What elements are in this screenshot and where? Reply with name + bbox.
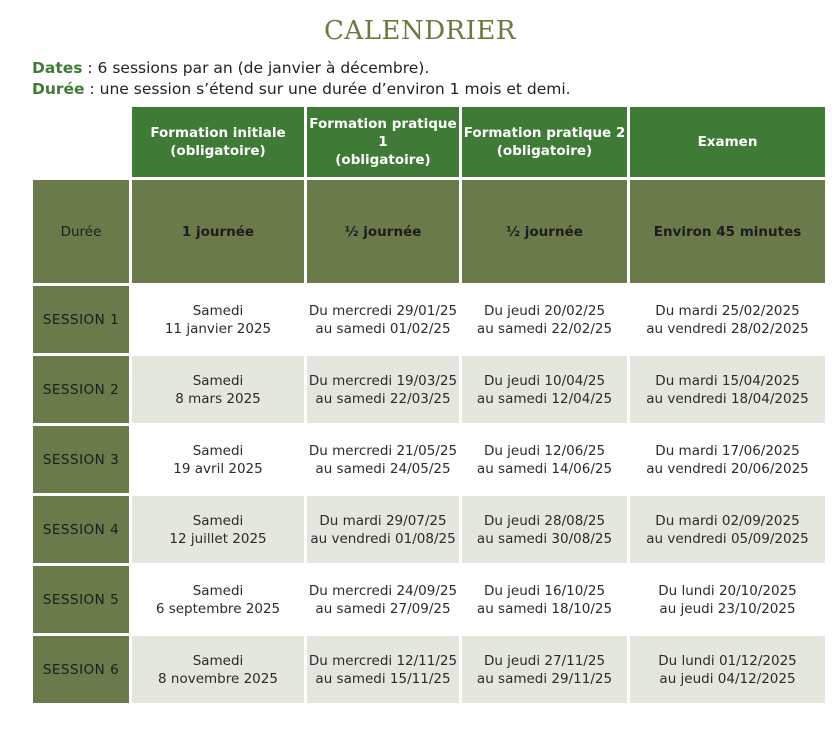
session-cell bbox=[307, 566, 459, 633]
duration-value: 1 journée bbox=[132, 180, 304, 283]
session-cell bbox=[132, 286, 304, 353]
cell-line: au samedi 15/11/25 bbox=[315, 670, 451, 687]
page-title: CALENDRIER bbox=[324, 16, 516, 46]
session-label: SESSION 2 bbox=[33, 356, 129, 423]
cell-line: Samedi bbox=[192, 442, 244, 459]
header-formation-pratique-2 bbox=[462, 107, 627, 177]
dates-text: : 6 sessions par an (de janvier à décembre). bbox=[82, 59, 430, 77]
cell-line: Samedi bbox=[192, 512, 244, 529]
session-cell bbox=[132, 356, 304, 423]
header-line: (obligatoire) bbox=[496, 143, 593, 159]
cell-line: Du mercredi 29/01/25 bbox=[308, 302, 458, 319]
session-cell bbox=[462, 356, 627, 423]
session-cell bbox=[307, 426, 459, 493]
cell-line: 12 juillet 2025 bbox=[169, 530, 267, 547]
cell-line: Du mardi 17/06/2025 bbox=[655, 442, 800, 459]
cell-line: Du jeudi 27/11/25 bbox=[483, 652, 606, 669]
cell-line: au samedi 12/04/25 bbox=[476, 390, 613, 407]
duration-value: Environ 45 minutes bbox=[630, 180, 825, 283]
cell-line: Samedi bbox=[192, 582, 244, 599]
cell-line: Du jeudi 12/06/25 bbox=[483, 442, 606, 459]
session-cell bbox=[307, 496, 459, 563]
cell-line: au samedi 29/11/25 bbox=[476, 670, 613, 687]
cell-line: au jeudi 23/10/2025 bbox=[659, 600, 796, 617]
session-cell bbox=[630, 496, 825, 563]
cell-line: au jeudi 04/12/2025 bbox=[659, 670, 796, 687]
cell-line: Du jeudi 16/10/25 bbox=[483, 582, 606, 599]
session-label: SESSION 6 bbox=[33, 636, 129, 703]
calendar-table bbox=[30, 104, 828, 706]
cell-line: au samedi 14/06/25 bbox=[476, 460, 613, 477]
session-label: SESSION 3 bbox=[33, 426, 129, 493]
duration-label: Durée bbox=[33, 180, 129, 283]
duration-value: ½ journée bbox=[307, 180, 459, 283]
session-cell bbox=[307, 356, 459, 423]
cell-line: au samedi 30/08/25 bbox=[476, 530, 613, 547]
cell-line: Du mercredi 24/09/25 bbox=[308, 582, 458, 599]
cell-line: au samedi 01/02/25 bbox=[315, 320, 451, 337]
cell-line: Du jeudi 28/08/25 bbox=[483, 512, 606, 529]
header-formation-pratique-1 bbox=[307, 107, 459, 177]
session-cell bbox=[307, 636, 459, 703]
cell-line: Du jeudi 10/04/25 bbox=[483, 372, 606, 389]
cell-line: Du jeudi 20/02/25 bbox=[483, 302, 606, 319]
session-cell bbox=[132, 496, 304, 563]
header-line: (obligatoire) bbox=[335, 152, 431, 168]
cell-line: Samedi bbox=[192, 372, 244, 389]
cell-line: Du mardi 02/09/2025 bbox=[655, 512, 800, 529]
cell-line: 11 janvier 2025 bbox=[164, 320, 272, 337]
session-cell bbox=[630, 356, 825, 423]
cell-line: au vendredi 01/08/25 bbox=[310, 530, 456, 547]
cell-line: Du mercredi 12/11/25 bbox=[308, 652, 458, 669]
duration-row bbox=[33, 180, 825, 283]
corner-cell bbox=[33, 107, 129, 177]
cell-line: au samedi 22/02/25 bbox=[476, 320, 613, 337]
session-cell bbox=[307, 286, 459, 353]
cell-line: au samedi 18/10/25 bbox=[476, 600, 613, 617]
session-cell bbox=[630, 286, 825, 353]
session-cell bbox=[132, 566, 304, 633]
cell-line: Du mercredi 19/03/25 bbox=[308, 372, 458, 389]
cell-line: 8 mars 2025 bbox=[175, 390, 261, 407]
session-cell bbox=[462, 426, 627, 493]
header-line: Formation pratique 1 bbox=[309, 116, 457, 150]
session-cell bbox=[132, 426, 304, 493]
session-cell bbox=[462, 286, 627, 353]
header-row bbox=[33, 107, 825, 177]
cell-line: Du mercredi 21/05/25 bbox=[308, 442, 458, 459]
table-row bbox=[33, 356, 825, 423]
session-label: SESSION 1 bbox=[33, 286, 129, 353]
session-cell bbox=[462, 566, 627, 633]
session-cell bbox=[132, 636, 304, 703]
cell-line: Du mardi 25/02/2025 bbox=[655, 302, 800, 319]
table-row bbox=[33, 286, 825, 353]
duration-value: ½ journée bbox=[462, 180, 627, 283]
cell-line: au samedi 22/03/25 bbox=[315, 390, 451, 407]
table-row bbox=[33, 496, 825, 563]
cell-line: au vendredi 05/09/2025 bbox=[646, 530, 809, 547]
dates-line bbox=[32, 58, 571, 79]
session-cell bbox=[630, 566, 825, 633]
cell-line: Du lundi 20/10/2025 bbox=[658, 582, 797, 599]
table-row bbox=[33, 566, 825, 633]
header-line: Formation pratique 2 bbox=[463, 125, 626, 141]
duree-line bbox=[32, 79, 571, 100]
cell-line: au samedi 24/05/25 bbox=[315, 460, 451, 477]
cell-line: Du mardi 29/07/25 bbox=[319, 512, 447, 529]
cell-line: Samedi bbox=[192, 302, 244, 319]
header-line: Formation initiale bbox=[150, 125, 286, 141]
cell-line: au vendredi 18/04/2025 bbox=[646, 390, 809, 407]
header-line: Examen bbox=[697, 134, 758, 150]
table-row bbox=[33, 426, 825, 493]
cell-line: 19 avril 2025 bbox=[173, 460, 263, 477]
session-label: SESSION 5 bbox=[33, 566, 129, 633]
duree-key: Durée bbox=[32, 80, 85, 98]
session-cell bbox=[462, 496, 627, 563]
session-label: SESSION 4 bbox=[33, 496, 129, 563]
dates-key: Dates bbox=[32, 59, 83, 77]
header-line: (obligatoire) bbox=[170, 143, 266, 159]
intro-text bbox=[32, 58, 571, 100]
cell-line: au vendredi 28/02/2025 bbox=[646, 320, 809, 337]
duree-text: : une session s’étend sur une durée d’environ 1 mois et demi. bbox=[84, 80, 571, 98]
session-cell bbox=[630, 636, 825, 703]
cell-line: au vendredi 20/06/2025 bbox=[646, 460, 809, 477]
cell-line: au samedi 27/09/25 bbox=[315, 600, 451, 617]
cell-line: 8 novembre 2025 bbox=[158, 670, 278, 687]
header-formation-initiale bbox=[132, 107, 304, 177]
table-row bbox=[33, 636, 825, 703]
session-cell bbox=[462, 636, 627, 703]
header-examen bbox=[630, 107, 825, 177]
cell-line: Samedi bbox=[192, 652, 244, 669]
cell-line: Du lundi 01/12/2025 bbox=[658, 652, 797, 669]
cell-line: 6 septembre 2025 bbox=[155, 600, 281, 617]
session-cell bbox=[630, 426, 825, 493]
cell-line: Du mardi 15/04/2025 bbox=[655, 372, 800, 389]
